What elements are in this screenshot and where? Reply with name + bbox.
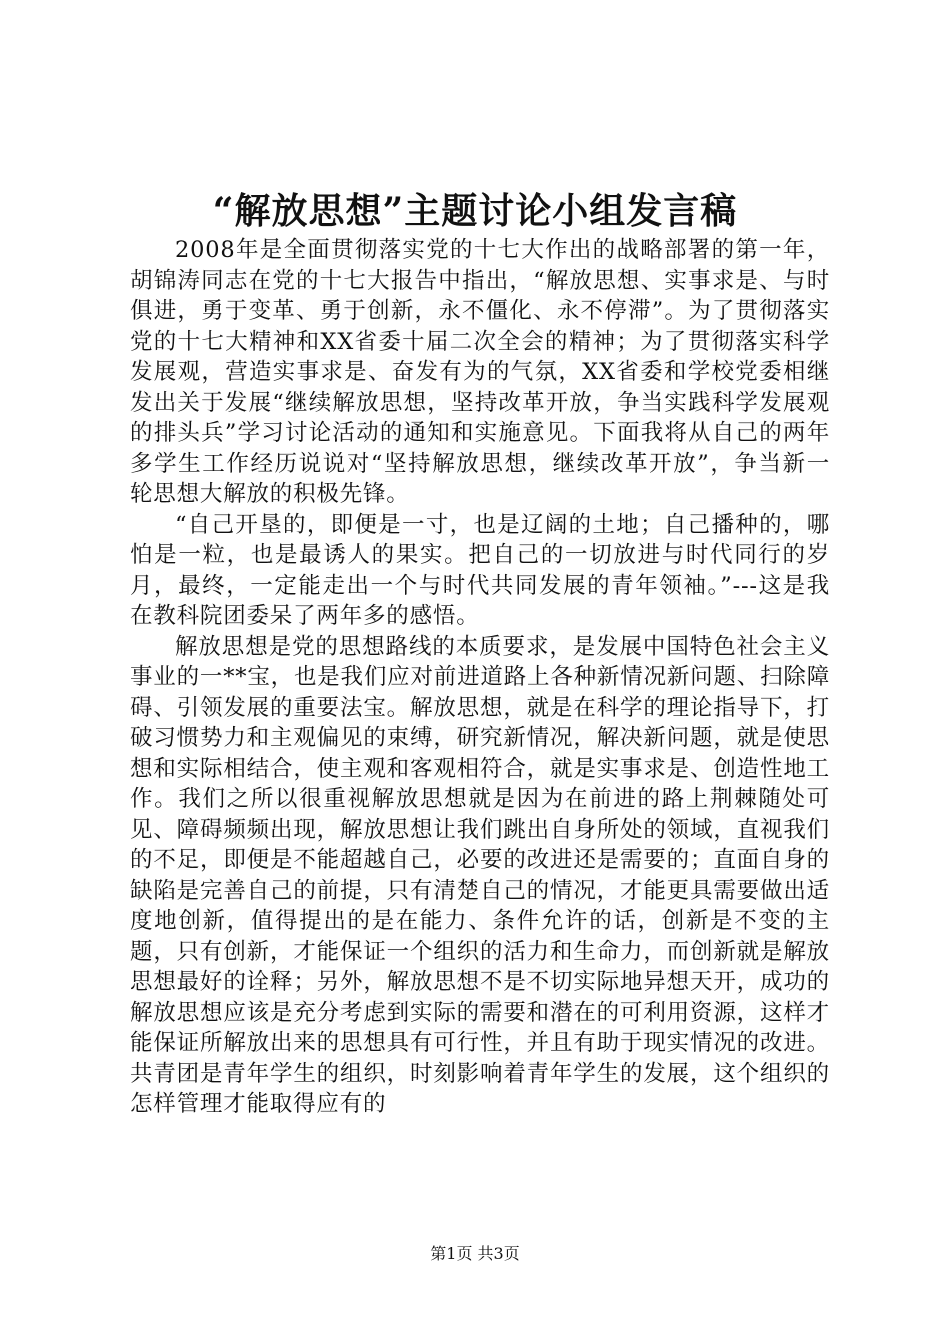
- document-title: “解放思想”主题讨论小组发言稿: [212, 190, 738, 232]
- document-body: [130, 235, 830, 1120]
- paragraph: 解放思想是党的思想路线的本质要求，是发展中国特色社会主义事业的一**宝，也是我们应对前进道路上各种新情况新问题、扫除障碍、引领发展的重要法宝。解放思想，就是在科学的理论指导下，打破习惯势力和主观偏见的束缚，研究新情况，解决新问题，就是使思想和实际相结合，使主观和客观相符合，就是实事求是、创造性地工作。我们之所以很重视解放思想就是因为在前进的路上荆棘随处可见、障碍频频出现，解放思想让我们跳出自身所处的领域，直视我们的不足，即便是不能超越自己，必要的改进还是需要的；直面自身的缺陷是完善自己的前提，只有清楚自己的情况，才能更具需要做出适度地创新，值得提出的是在能力、条件允许的话，创新是不变的主题，只有创新，才能保证一个组织的活力和生命力，而创新就是解放思想最好的诠释；另外，解放思想不是不切实际地异想天开，成功的解放思想应该是充分考虑到实际的需要和潜在的可利用资源，这样才能保证所解放出来的思想具有可行性，并且有助于现实情况的改进。共青团是青年学生的组织，时刻影响着青年学生的发展，这个组织的怎样管理才能取得应有的: [130, 633, 830, 1117]
- page-number-footer: 第1页 共3页: [430, 1244, 520, 1263]
- paragraph: “自己开垦的，即便是一寸，也是辽阔的土地；自己播种的，哪怕是一粒，也是最诱人的果实。把自己的一切放进与时代同行的岁月，最终，一定能走出一个与时代共同发展的青年领袖。”---这是我在教科院团委呆了两年多的感悟。: [130, 511, 830, 629]
- paragraph: 2008年是全面贯彻落实党的十七大作出的战略部署的第一年，胡锦涛同志在党的十七大报告中指出，“解放思想、实事求是、与时俱进，勇于变革、勇于创新，永不僵化、永不停滞”。为了贯彻落实党的十七大精神和XX省委十届二次全会的精神；为了贯彻落实科学发展观，营造实事求是、奋发有为的气氛，XX省委和学校党委相继发出关于发展“继续解放思想，坚持改革开放，争当实践科学发展观的排头兵”学习讨论活动的通知和实施意见。下面我将从自己的两年多学生工作经历说说对“坚持解放思想，继续改革开放”，争当新一轮思想大解放的积极先锋。: [130, 237, 830, 507]
